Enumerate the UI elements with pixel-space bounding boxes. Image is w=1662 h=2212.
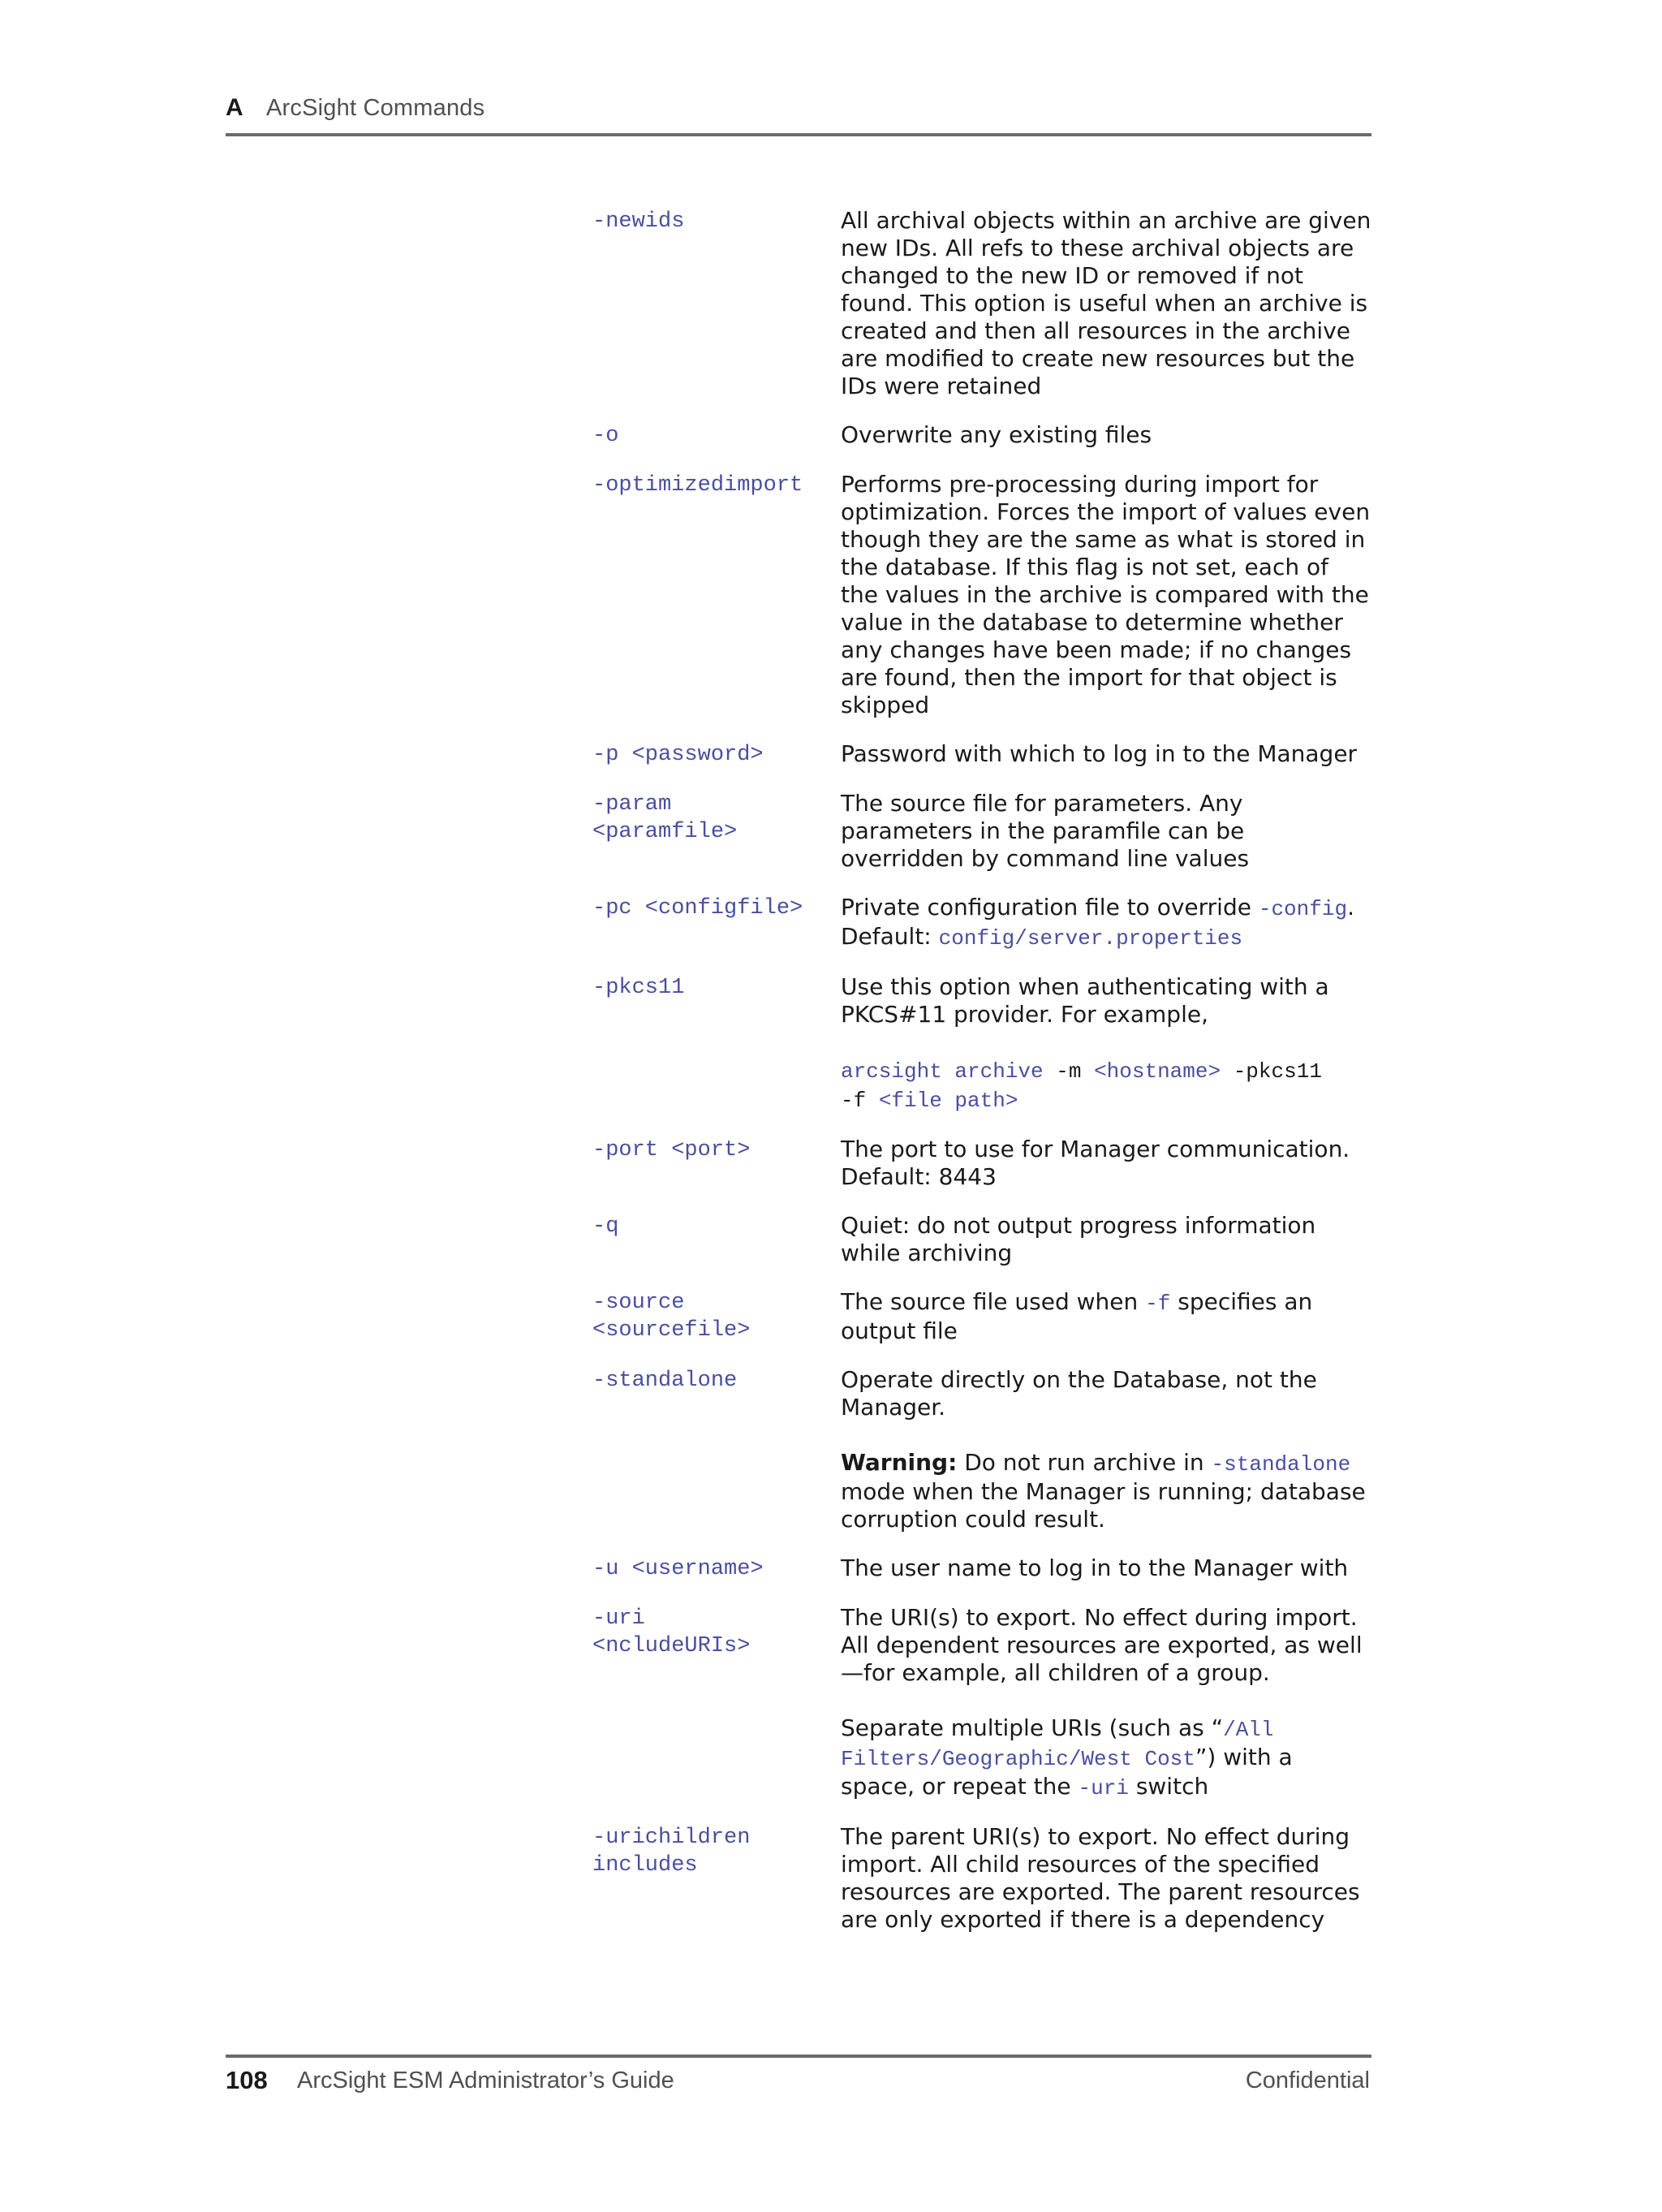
running-header: [226, 91, 1371, 136]
option-row-standalone: [592, 1366, 1371, 1533]
option-row-param: [592, 790, 1371, 873]
option-name-line: -p <password>: [592, 743, 764, 767]
description-text-part: specifies an output file: [841, 1288, 1313, 1344]
option-name-line: -q: [592, 1214, 619, 1239]
option-row-u: [592, 1554, 1371, 1583]
warning-text-part: mode when the Manager is running; database corruption could result.: [841, 1478, 1366, 1533]
option-name: [592, 207, 841, 235]
option-name-line: -pc <configfile>: [592, 896, 803, 921]
option-name-line: <ncludeURIs>: [592, 1634, 751, 1658]
option-description: [841, 1288, 1371, 1345]
description-text: Overwrite any existing files: [841, 421, 1152, 448]
option-description: [841, 1604, 1371, 1802]
code-example-part: <file path>: [866, 1089, 1018, 1113]
option-name-line: -uri: [592, 1606, 645, 1631]
description-text: Operate directly on the Database, not the Manager.: [841, 1366, 1317, 1421]
inline-code: -config: [1258, 897, 1348, 921]
description-text: The source file for parameters. Any parameters in the paramfile can be overridden by command line values: [841, 790, 1250, 872]
inline-code: Filters/Geographic/West Cost: [841, 1747, 1195, 1771]
warning-text-part: Do not run archive in: [957, 1449, 1212, 1476]
option-description: [841, 894, 1371, 952]
option-name: [592, 790, 841, 846]
description-text: Use this option when authenticating with a PKCS#11 provider. For example,: [841, 973, 1329, 1028]
option-description: [841, 207, 1371, 400]
description-text-part: The port to use for Manager communication.: [841, 1136, 1350, 1162]
option-name-line: -port <port>: [592, 1138, 751, 1162]
option-name: [592, 1366, 841, 1395]
option-name-line: -u <username>: [592, 1557, 764, 1581]
option-row-newids: [592, 207, 1371, 400]
option-description: [841, 1212, 1371, 1267]
option-name: [592, 894, 841, 922]
default-label: Default:: [841, 923, 939, 950]
option-name-line: -pkcs11: [592, 976, 685, 1000]
option-name-line: -newids: [592, 209, 685, 234]
page-number: 108: [226, 2066, 268, 2094]
classification-label: Confidential: [1245, 2068, 1370, 2093]
description-text: [841, 894, 1371, 952]
option-name-line: -param: [592, 792, 672, 817]
option-row-source: [592, 1288, 1371, 1345]
option-description: [841, 1366, 1371, 1533]
inline-code: -f: [1145, 1291, 1171, 1316]
option-name: [592, 1554, 841, 1583]
appendix-letter: A: [226, 94, 243, 121]
option-row-pc: [592, 894, 1371, 952]
option-row-port: [592, 1136, 1371, 1191]
option-name-line: includes: [592, 1853, 698, 1878]
option-name: [592, 421, 841, 450]
description-text-part: .: [1347, 894, 1354, 921]
description-text-part: The source file used when: [841, 1288, 1146, 1315]
description-text-part: Private configuration file to override: [841, 894, 1259, 921]
code-example-part: -m: [1056, 1059, 1082, 1084]
book-title: ArcSight ESM Administrator’s Guide: [297, 2068, 674, 2093]
option-row-urichildren: [592, 1823, 1371, 1934]
code-example-part: arcsight archive: [841, 1059, 1057, 1084]
note-text-part: Separate multiple URIs (such as “: [841, 1714, 1224, 1741]
option-row-q: [592, 1212, 1371, 1267]
default-text: Default: 8443: [841, 1163, 997, 1190]
option-name: [592, 1288, 841, 1344]
warning-note: [841, 1449, 1371, 1533]
option-name: [592, 1604, 841, 1660]
description-text: Quiet: do not output progress information while archiving: [841, 1212, 1316, 1266]
code-example-part: -f: [841, 1089, 867, 1113]
option-description: [841, 1136, 1371, 1191]
inline-code: -standalone: [1211, 1452, 1351, 1477]
default-value-code: config/server.properties: [938, 926, 1243, 951]
option-description: [841, 421, 1371, 449]
option-name: [592, 1823, 841, 1879]
option-row-o: [592, 421, 1371, 450]
uri-separator-note: [841, 1714, 1371, 1802]
option-row-p: [592, 740, 1371, 769]
option-description: [841, 740, 1371, 768]
option-description: [841, 1823, 1371, 1934]
option-description: [841, 790, 1371, 873]
code-example: [841, 1056, 1371, 1115]
option-name-line: -o: [592, 424, 619, 448]
option-name-line: -optimizedimport: [592, 473, 803, 498]
description-text: The user name to log in to the Manager with: [841, 1554, 1349, 1581]
option-row-pkcs11: [592, 973, 1371, 1115]
option-name-line: -source: [592, 1291, 685, 1315]
description-text: The URI(s) to export. No effect during import. All dependent resources are exported, as well—for example, all children of a group.: [841, 1604, 1363, 1686]
option-name-line: -urichildren: [592, 1826, 751, 1850]
option-name-line: <paramfile>: [592, 820, 738, 844]
option-name: [592, 471, 841, 499]
option-description: [841, 1554, 1371, 1582]
description-text: [841, 1288, 1371, 1345]
running-footer: [226, 2055, 1371, 2106]
description-text: Password with which to log in to the Manager: [841, 740, 1358, 767]
inline-code: /All: [1223, 1718, 1274, 1742]
code-example-part: -pkcs11: [1233, 1059, 1322, 1084]
description-text: The parent URI(s) to export. No effect during import. All child resources of the specified resources are exported. The parent resources are only exported if there is a dependency: [841, 1823, 1360, 1933]
option-table: [592, 207, 1371, 1955]
description-text: [841, 1136, 1371, 1191]
option-name: [592, 973, 841, 1002]
note-text-part: ”) with a space, or repeat the: [841, 1744, 1293, 1800]
option-name: [592, 1136, 841, 1164]
option-name-line: <sourcefile>: [592, 1318, 751, 1343]
chapter-title: ArcSight Commands: [266, 95, 485, 121]
description-text: All archival objects within an archive are given new IDs. All refs to these archival objects are changed to the new ID or removed if not found. This option is useful when an archive is created and then all resources in the archive are modified to create new resources but the IDs were retained: [841, 207, 1371, 399]
note-text-part: switch: [1128, 1773, 1209, 1800]
option-row-uri: [592, 1604, 1371, 1802]
option-name: [592, 1212, 841, 1240]
option-description: [841, 471, 1371, 719]
description-text: Performs pre-processing during import for optimization. Forces the import of values even though they are the same as what is stored in the database. If this flag is not set, each of the values in the archive is compared with the value in the database to determine whether any changes have been made; if no changes are found, then the import for that object is skipped: [841, 471, 1371, 718]
option-name-line: -standalone: [592, 1369, 738, 1393]
option-row-optimizedimport: [592, 471, 1371, 719]
warning-label: Warning:: [841, 1449, 958, 1476]
inline-code: -uri: [1078, 1776, 1129, 1800]
code-example-part: <hostname>: [1081, 1059, 1234, 1084]
option-name: [592, 740, 841, 769]
option-description: [841, 973, 1371, 1115]
